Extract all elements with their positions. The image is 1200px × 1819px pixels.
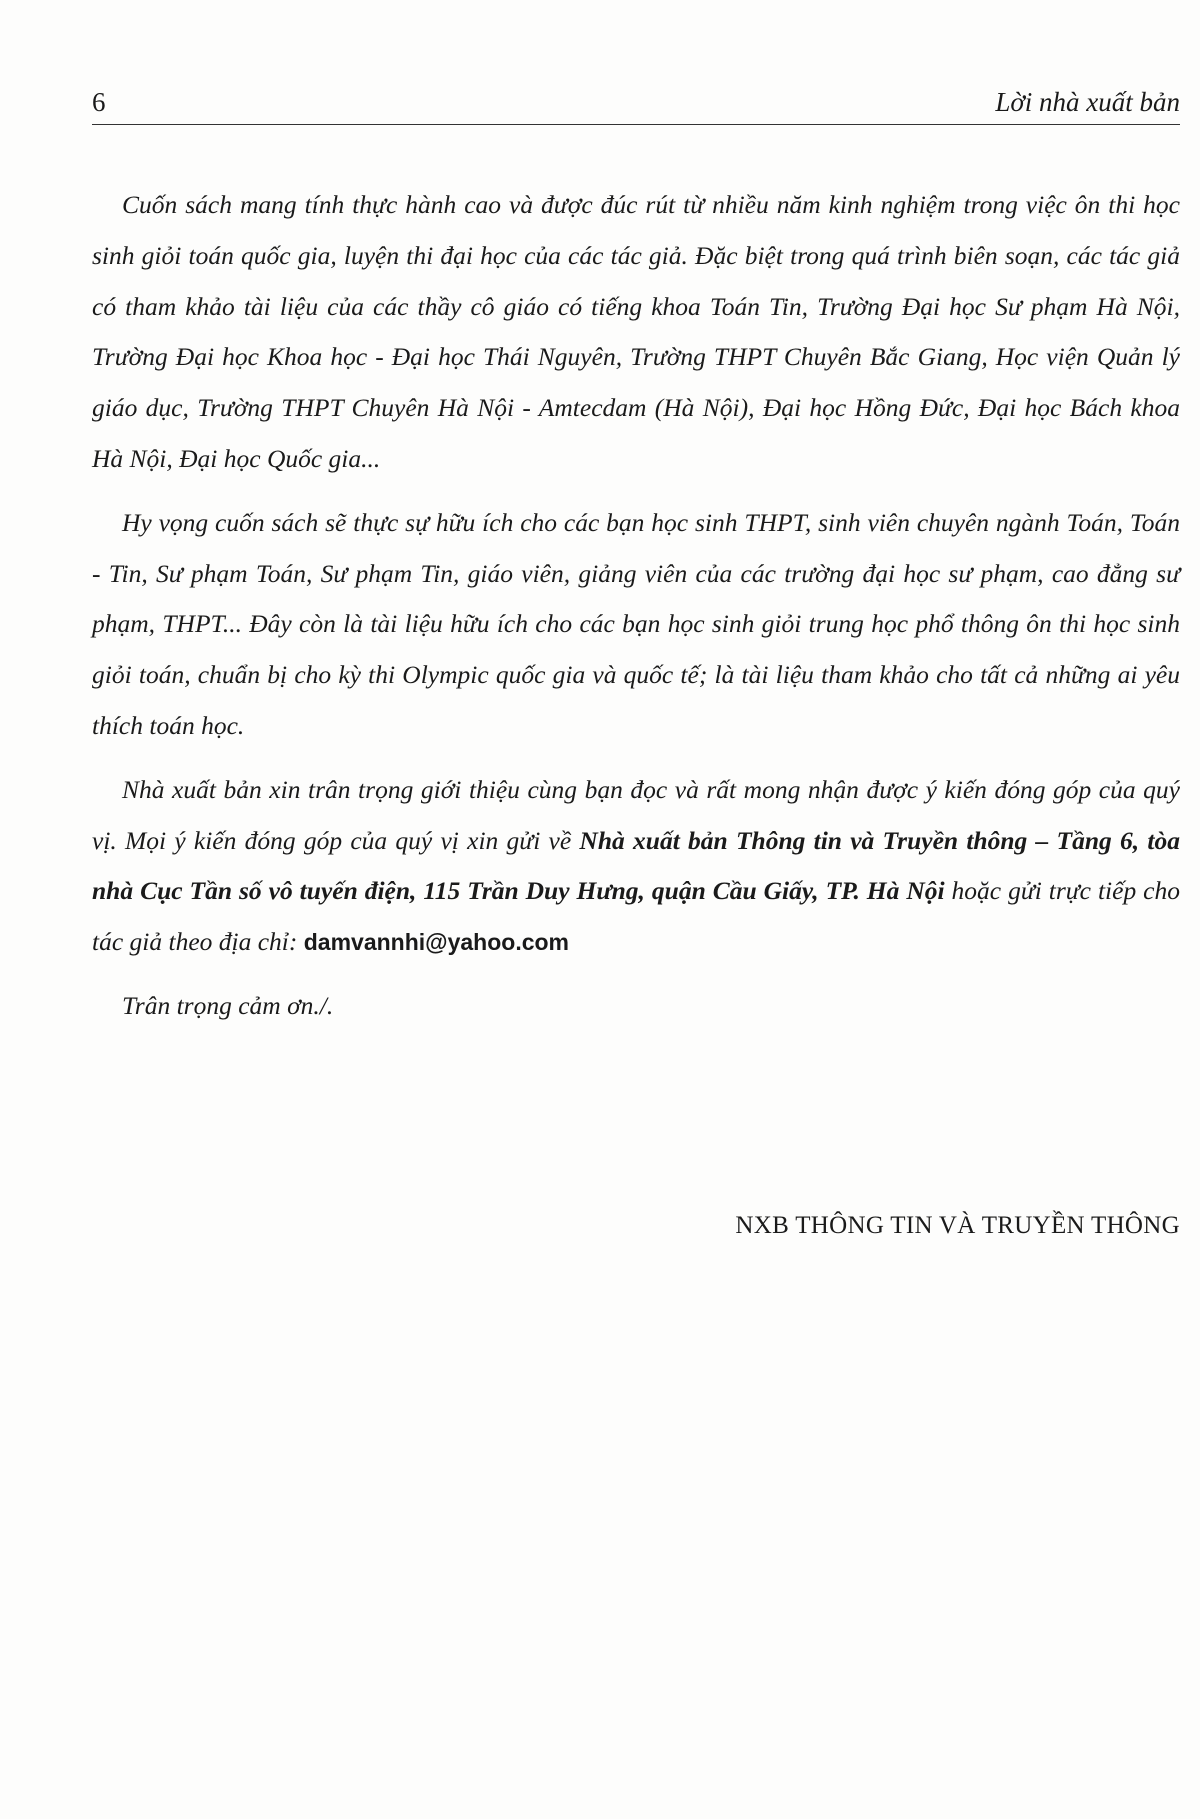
paragraph-3-continuation: hoặc gửi trực tiếp cho tác giả theo địa chỉ: [92, 876, 1180, 957]
publisher-address: Nhà xuất bản Thông tin và Truyền thông – Tầng 6, tòa nhà Cục Tần số vô tuyến điện, 115 Trần Duy Hưng, quận Cầu Giấy, TP. Hà Nội [92, 825, 1180, 906]
paragraph-1: Cuốn sách mang tính thực hành cao và được đúc rút từ nhiều năm kinh nghiệm trong việc ôn thi học sinh giỏi toán quốc gia, luyện thi đại học của các tác giả. Đặc biệt trong quá trình biên soạn, các tác giả có tham khảo tài liệu của các thầy cô giáo có tiếng khoa Toán Tin, Trường Đại học Sư phạm Hà Nội, Trường Đại học Khoa học - Đại học Thái Nguyên, Trường THPT Chuyên Bắc Giang, Học viện Quản lý giáo dục, Trường THPT Chuyên Hà Nội - Amtecdam (Hà Nội), Đại học Hồng Đức, Đại học Bách khoa Hà Nội, Đại học Quốc gia... [92, 190, 1180, 473]
paragraph-4-thanks: Trân trọng cảm ơn./. [122, 990, 334, 1020]
running-header [92, 86, 1180, 126]
paragraph-2: Hy vọng cuốn sách sẽ thực sự hữu ích cho các bạn học sinh THPT, sinh viên chuyên ngành Toán, Toán - Tin, Sư phạm Toán, Sư phạm Tin, giáo viên, giảng viên của các trường đại học sư phạm, cao đẳng sư phạm, THPT... Đây còn là tài liệu hữu ích cho các bạn học sinh giỏi trung học phổ thông ôn thi học sinh giỏi toán, chuẩn bị cho kỳ thi Olympic quốc gia và quốc tế; là tài liệu tham khảo cho tất cả những ai yêu thích toán học. [92, 507, 1180, 740]
paragraph-3-intro: Nhà xuất bản xin trân trọng giới thiệu cùng bạn đọc và rất mong nhận được ý kiến đóng góp của quý vị. Mọi ý kiến đóng góp của quý vị xin gửi về [92, 774, 1180, 855]
paragraph-3 [92, 765, 1180, 968]
publisher-note-body [92, 180, 1180, 1045]
publisher-signature: NXB THÔNG TIN VÀ TRUYỀN THÔNG [735, 1212, 1180, 1239]
page-number: 6 [92, 87, 106, 117]
author-email: damvannhi@yahoo.com [303, 929, 570, 956]
header-rule [92, 124, 1180, 125]
section-title: Lời nhà xuất bản [995, 87, 1180, 117]
